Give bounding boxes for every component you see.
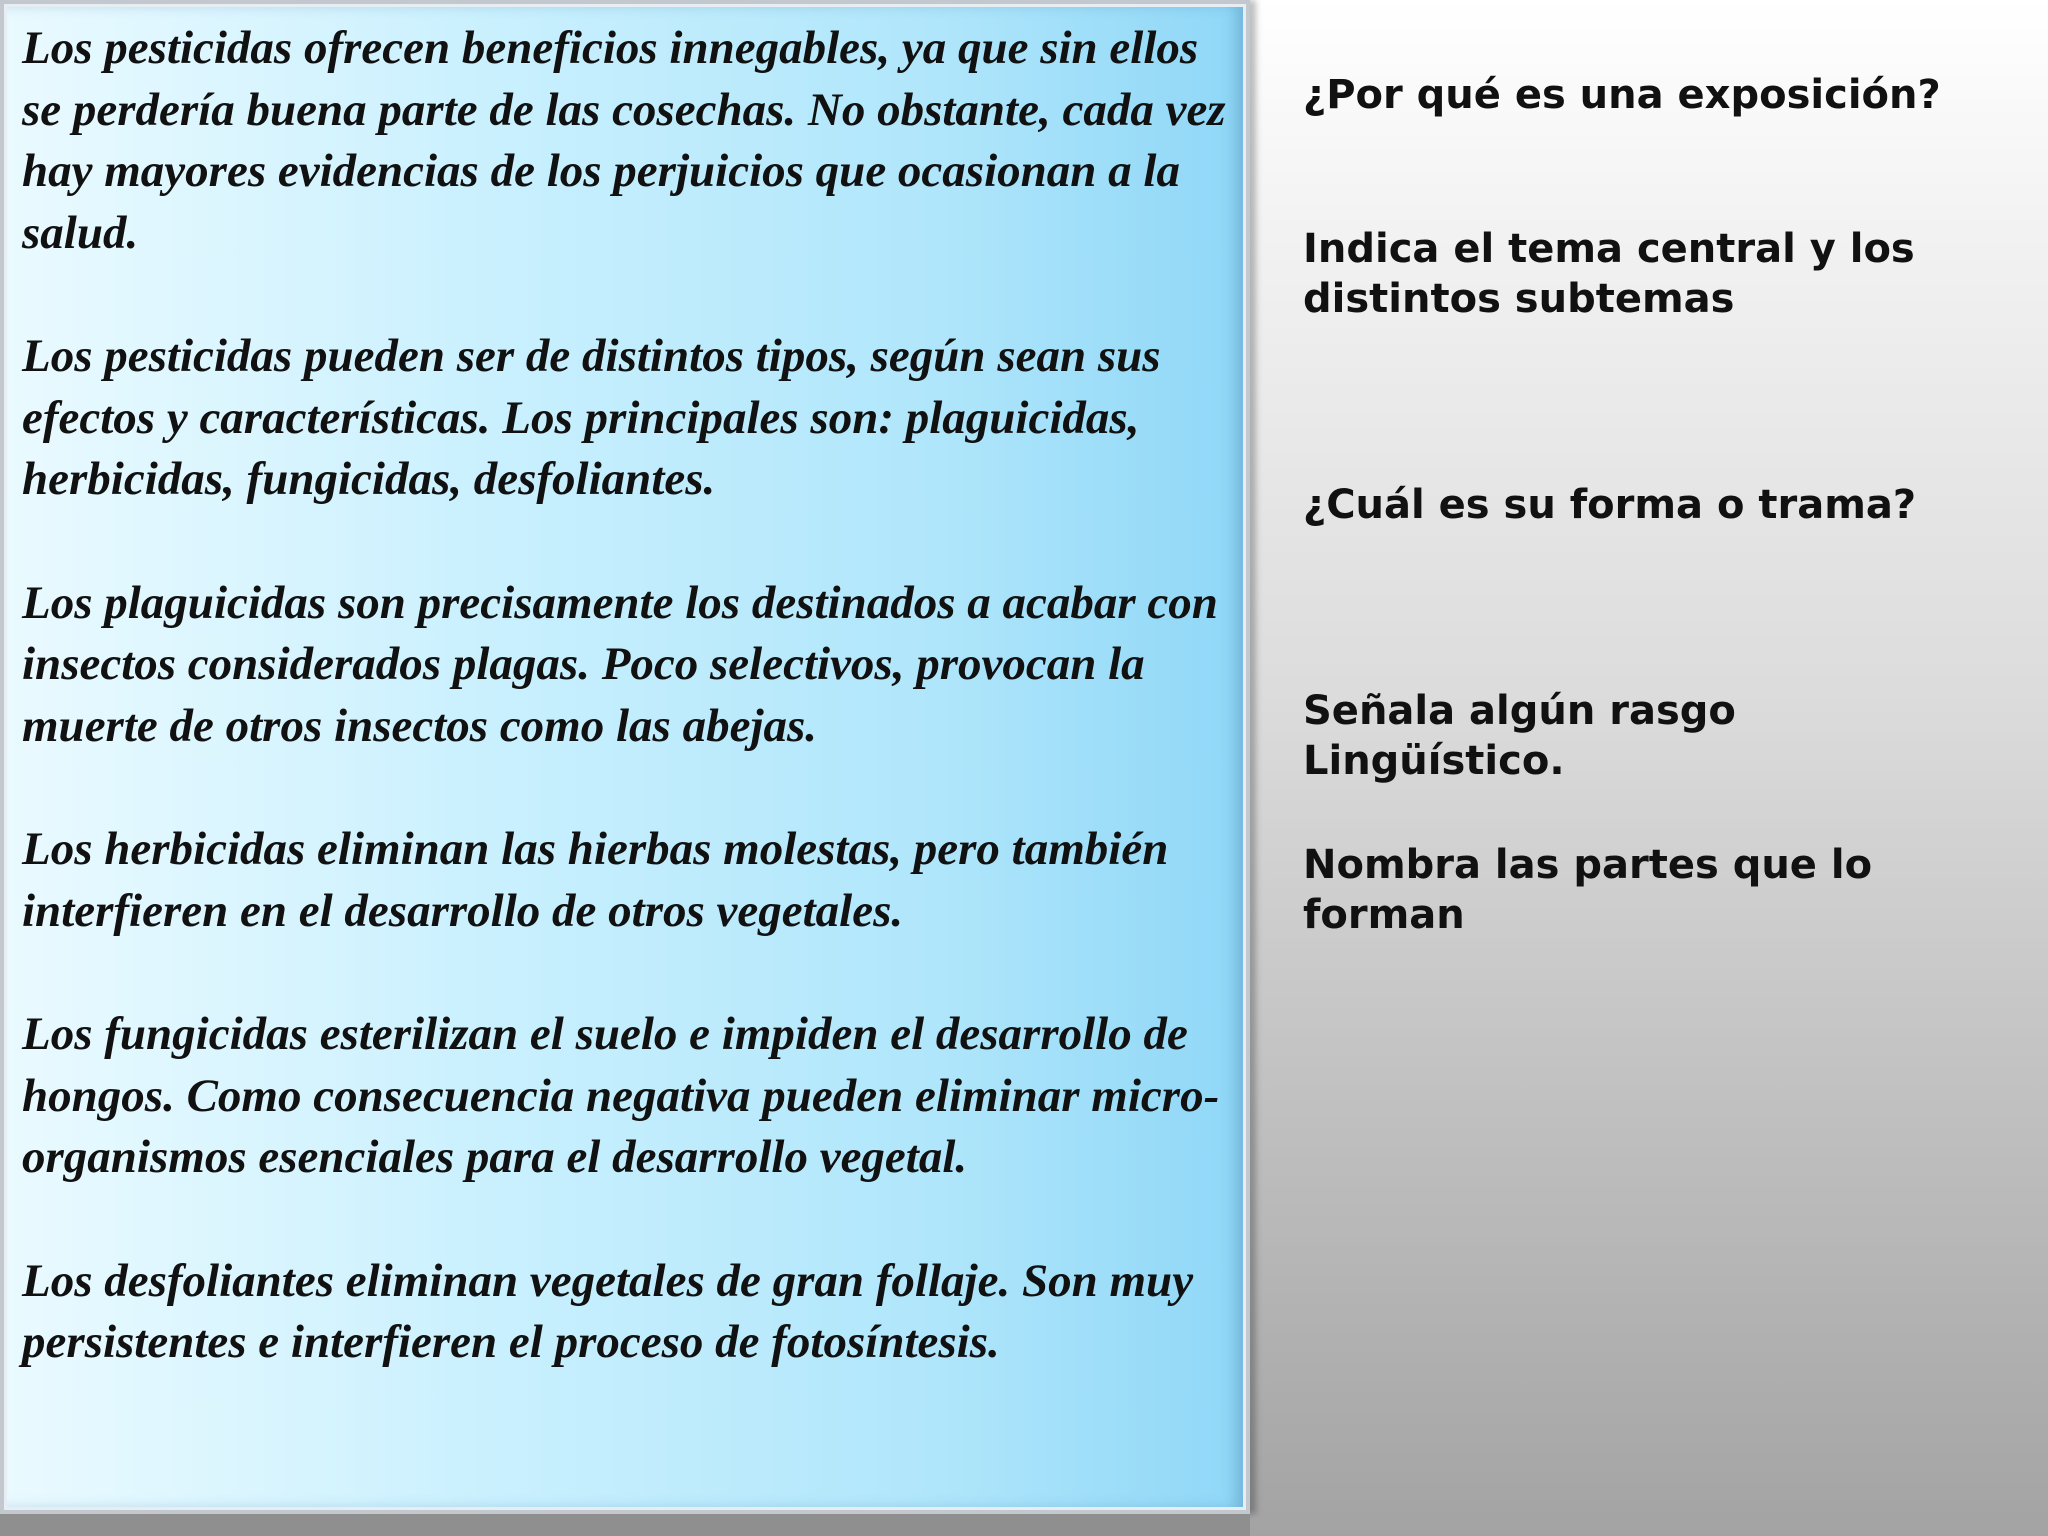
paragraph-fungicidas: Los fungicidas esterilizan el suelo e impiden el desarrollo de hongos. Como consecuencia negativa pueden eliminar micro-organismos esenciales para el desarrollo vegetal. xyxy=(22,1008,1220,1183)
paragraph-types: Los pesticidas pueden ser de distintos tipos, según sean sus efectos y características. Los principales son: plaguicidas, herbicidas, fungicidas, desfoliantes. xyxy=(22,330,1161,505)
paragraph-intro: Los pesticidas ofrecen beneficios innegables, ya que sin ellos se perdería buena parte de las cosechas. No obstante, cada vez hay mayores evidencias de los perjuicios que ocasionan a la salud. xyxy=(22,22,1226,259)
question-forma-trama: ¿Cuál es su forma o trama? xyxy=(1303,482,1917,528)
question-partes: Nombra las partes que lo forman xyxy=(1303,842,1873,938)
paragraph-desfoliantes: Los desfoliantes eliminan vegetales de gran follaje. Son muy persistentes e interfieren el proceso de fotosíntesis. xyxy=(22,1254,1194,1368)
question-tema-central: Indica el tema central y los distintos subtemas xyxy=(1303,226,1915,322)
question-rasgo-linguistico: Señala algún rasgo Lingüístico. xyxy=(1303,688,1736,784)
paragraph-herbicidas: Los herbicidas eliminan las hierbas molestas, pero también interfieren en el desarrollo de otros vegetales. xyxy=(22,823,1169,937)
question-exposicion: ¿Por qué es una exposición? xyxy=(1303,72,1941,118)
paragraph-plaguicidas: Los plaguicidas son precisamente los destinados a acabar con insectos considerados plagas. Poco selectivos, provocan la muerte de otros insectos como las abejas. xyxy=(22,576,1218,752)
bottom-strip xyxy=(0,1514,1250,1536)
